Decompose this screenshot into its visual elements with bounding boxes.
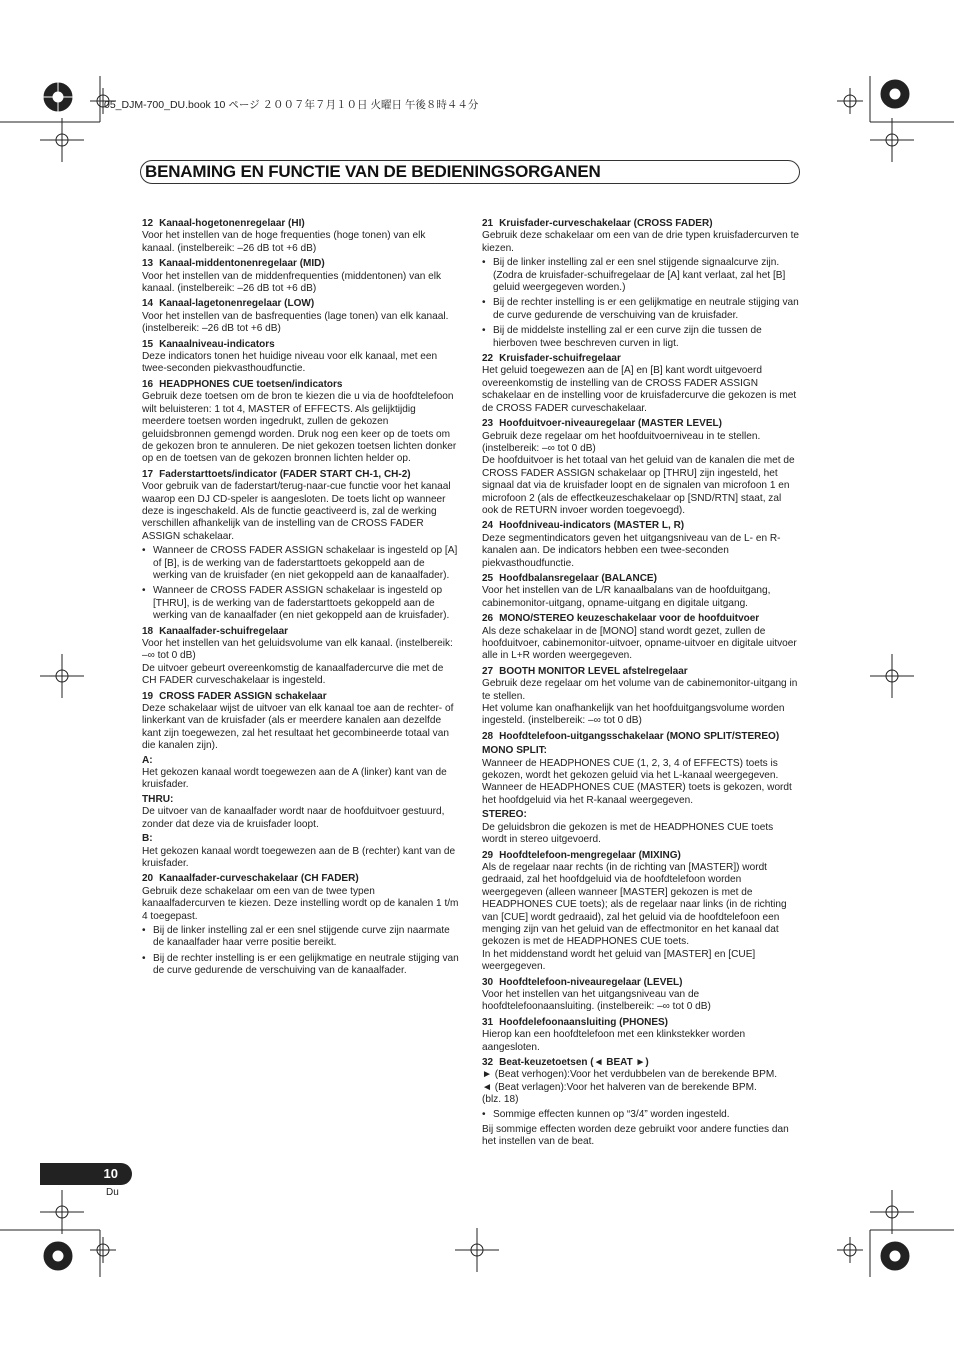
section-heading (482, 573, 800, 585)
section-13 (142, 258, 460, 295)
section-body: Als deze schakelaar in de [MONO] stand wordt gezet, zullen de hoofduitvoer, cabinemonitor-uitvoer, opname-uitvoer en digitale uitvoer alle in L+R worden weergegeven. (482, 625, 797, 662)
section-body: Hierop kan een hoofdtelefoon met een klinkstekker worden aangesloten. (482, 1029, 746, 1053)
bullet-item: • Wanneer de CROSS FADER ASSIGN schakelaar is ingesteld op [A] of [B], is de werking van de faderstarttoets gekoppeld aan de werking van de kruisfader (en niet gekoppeld aan de kanaalfader). (142, 545, 460, 582)
section-body: Voor het instellen van de basfrequenties (lage tonen) van elk kanaal. (instelbereik: –26 dB tot +6 dB) (142, 310, 449, 335)
section-title: Hoofdniveau-indicators (MASTER L, R) (499, 520, 685, 532)
bullet-item: • Bij de rechter instelling is er een gelijkmatige en neutrale stijging van de curve gedurende de verschuiving van de kruisfader. (482, 297, 800, 322)
section-number: 28 (482, 730, 494, 742)
section-body: Voor gebruik van de faderstart/terug-naar-cue functie voor het kanaal waarop een DJ CD-speler is aangesloten. De toets licht op wanneer deze is ingeschakeld. Als de functie geactiveerd is, zal de werking verschillen afhankelijk van de instelling van de CROSS FADER ASSIGN schakelaar. (142, 481, 451, 542)
section-heading (482, 353, 800, 365)
sub-text: De uitvoer van de kanaalfader wordt naar de hoofduitvoer gestuurd, zonder dat deze via de kruisfader loopt. (142, 806, 445, 830)
sub-label: A: (142, 754, 153, 766)
section-16 (142, 379, 460, 466)
sub-text: Het gekozen kanaal wordt toegewezen aan de B (rechter) kant van de kruisfader. (142, 845, 456, 869)
section-body: Gebruik deze schakelaar om een van de twee typen kanaalfadercurven te kiezen. Deze instelling wordt op de kanalen 1 t/m 4 toegepast. (142, 885, 459, 922)
bullet-list (142, 545, 460, 622)
sub-label: MONO SPLIT: (482, 745, 548, 757)
section-number: 21 (482, 218, 494, 229)
section-body: Voor het instellen van het uitgangsniveau van de hoofdtelefoonaansluiting. (instelbereik: –∞ tot 0 dB) (482, 988, 711, 1013)
section-title: Kanaalniveau-indicators (159, 338, 275, 350)
section-number: 19 (142, 690, 154, 702)
sub-text: Wanneer de HEADPHONES CUE (1, 2, 3, 4 of EFFECTS) toets is gekozen, wordt het gekozen geluid via het L-kanaal weergegeven. Wanneer de HEADPHONES CUE (MASTER) toets is gekozen, wordt het hoofdgeluid via het R-kanaal weergegeven. (482, 757, 792, 806)
section-number: 24 (482, 520, 494, 532)
bullet-item: • Sommige effecten kunnen op “3/4” worden ingesteld. (482, 1109, 800, 1121)
sub-text: Het gekozen kanaal wordt toegewezen aan de A (linker) kant van de kruisfader. (142, 767, 447, 791)
section-21 (482, 218, 800, 350)
section-title: Kruisfader-curveschakelaar (CROSS FADER) (499, 218, 713, 229)
bullet-item: • Wanneer de CROSS FADER ASSIGN schakelaar is ingesteld op [THRU], is de werking van de faderstarttoets gekoppeld aan de werking van de kanaalfader (en niet gekoppeld aan de kruisfader). (142, 585, 460, 622)
section-15 (142, 339, 460, 376)
section-title: Hoofduitvoer-niveauregelaar (MASTER LEVEL) (499, 418, 722, 430)
section-heading (482, 731, 800, 743)
section-title: Hoofdtelefoon-niveauregelaar (LEVEL) (499, 976, 683, 988)
section-heading (142, 379, 460, 391)
section-title: CROSS FADER ASSIGN schakelaar (159, 690, 327, 702)
section-18 (142, 626, 460, 688)
section-heading (482, 977, 800, 989)
section-title: MONO/STEREO keuzeschakelaar voor de hoofduitvoer (499, 613, 760, 625)
section-body: Gebruik deze regelaar om het volume van de cabinemonitor-uitgang in te stellen. Het volume kan onafhankelijk van het hoofduitgangsvolume worden ingesteld. (instelbereik: –∞ tot 0 dB) (482, 678, 798, 727)
section-title: BOOTH MONITOR LEVEL afstelregelaar (499, 665, 688, 677)
section-number: 20 (142, 873, 154, 885)
section-number: 22 (482, 353, 494, 365)
section-title: Kanaalfader-schuifregelaar (159, 625, 289, 637)
section-24 (482, 520, 800, 570)
page-title: BENAMING EN FUNCTIE VAN DE BEDIENINGSORGANEN (145, 162, 601, 181)
bullet-list (142, 925, 460, 978)
bullet-list (482, 257, 800, 350)
bullet-item: • Bij de linker instelling zal er een snel stijgende signaalcurve zijn. (Zodra de kruisfader-schuifregelaar de [A] kant verlaat, zal het [B] geluid weergegeven worden.) (482, 257, 800, 294)
section-body: ► (Beat verhogen):Voor het verdubbelen van de berekende BPM. ◄ (Beat verlagen):Voor het halveren van de berekende BPM. (blz. 18) (482, 1069, 778, 1106)
section-number: 16 (142, 378, 154, 390)
section-number: 27 (482, 665, 494, 677)
section-number: 29 (482, 849, 494, 861)
section-number: 12 (142, 218, 154, 229)
section-title: Kanaalfader-curveschakelaar (CH FADER) (159, 873, 359, 885)
section-title: Kanaal-hogetonenregelaar (HI) (159, 218, 305, 229)
bullet-item: • Bij de middelste instelling zal er een curve zijn die tussen de hierboven twee beschreven curven in ligt. (482, 325, 800, 350)
section-number: 23 (482, 418, 494, 430)
page-number: 10 (103, 1166, 118, 1181)
section-number: 18 (142, 625, 154, 637)
section-body: Als de regelaar naar rechts (in de richting van [MASTER]) wordt gedraaid, zal het hoofdgeluid via de hoofdtelefoon worden weergegeven (alleen wanneer [MASTER] gekozen is met de HEADPHONES CUE toets); als de regelaar naar links (in de richting van [CUE] wordt gedraaid), zal het geluid via de hoofdtelefoon een menging zijn van het geluid van de effectmonitor en het kanaal dat gekozen is met de HEADPHONES CUE toets. In het middenstand wordt het geluid van [MASTER] en [CUE] weergegeven. (482, 861, 787, 973)
section-title: Hoofdbalansregelaar (BALANCE) (499, 572, 657, 584)
section-body: Voor het instellen van de L/R kanaalbalans van de hoofduitgang, cabinemonitor-uitgang, opname-uitgang en digitale uitgang. (482, 585, 771, 609)
section-heading (482, 850, 800, 862)
file-header: 05_DJM-700_DU.book 10 ページ ２００７年７月１０日 火曜日 午後８時４４分 (104, 99, 479, 111)
section-number: 15 (142, 338, 154, 350)
section-26 (482, 613, 800, 663)
section-body: Het geluid toegewezen aan de [A] en [B] kant wordt uitgevoerd overeenkomstig de instelling van de CROSS FADER ASSIGN schakelaar en de instelling voor de kruisfadercurve die gekozen is met de CROSS FADER curveschakelaar. (482, 365, 797, 414)
page-number-badge (40, 1163, 132, 1185)
section-number: 26 (482, 613, 494, 625)
right-column (482, 218, 800, 1152)
section-heading (482, 666, 800, 678)
section-20 (142, 873, 460, 977)
section-28 (482, 731, 800, 847)
section-number: 30 (482, 976, 494, 988)
section-12 (142, 218, 460, 255)
section-heading (482, 418, 800, 430)
section-title: Hoofdtelefoon-mengregelaar (MIXING) (499, 849, 681, 861)
section-body: Voor het instellen van de hoge frequenties (hoge tonen) van elk kanaal. (instelbereik: –26 dB tot +6 dB) (142, 230, 426, 254)
section-number: 14 (142, 298, 154, 310)
sub-label: STEREO: (482, 809, 527, 821)
section-22 (482, 353, 800, 415)
section-body: Gebruik deze toetsen om de bron te kiezen die u via de hoofdtelefoon wilt beluisteren: 1 tot 4, MASTER of EFFECTS. Als gelijktijdig meerdere toetsen worden ingedrukt, zullen de gekozen geluidsbronnen gemengd worden. Druk nog een keer op de toets om de gekozen bron te annuleren. De niet gekozen toetsen lichten donker op en de toetsen van de gekozen bronnen lichten helder op. (142, 391, 457, 465)
section-30 (482, 977, 800, 1014)
section-heading (482, 613, 800, 625)
section-body: Gebruik deze regelaar om het hoofduitvoerniveau in te stellen. (instelbereik: –∞ tot 0 dB) De hoofduitvoer is het totaal van het geluid van de kanalen die met de CROSS FADER ASSIGN schakelaar op [THRU] zijn ingesteld, het signaal dat via de kruisfader loopt en de signalen van microfoon 1 en microfoon 2 (als de effectkeuzeschakelaar op [SND/RTN] staat, zal ook de RETURN invoer worden toegevoegd). (482, 430, 795, 516)
section-heading (142, 339, 460, 351)
bullet-item: • Bij de rechter instelling is er een gelijkmatige en neutrale stijging van de curve gedurende de verschuiving van de kanaalfader. (142, 953, 460, 978)
section-32 (482, 1057, 800, 1149)
language-code: Du (106, 1187, 119, 1198)
section-25 (482, 573, 800, 610)
section-heading (482, 520, 800, 532)
sub-text: De geluidsbron die gekozen is met de HEADPHONES CUE toets wordt in stereo uitgevoerd. (482, 821, 774, 846)
left-column (142, 218, 460, 981)
section-title: Kruisfader-schuifregelaar (499, 353, 621, 365)
section-heading (142, 469, 460, 481)
section-body: Deze schakelaar wijst de uitvoer van elk kanaal toe aan de rechter- of linkerkant van de kruisfader (als er meerdere kanalen aan dezelfde kant zijn toegewezen, zal het resultaat het gecombineerde totaal van die kanalen zijn). (142, 703, 454, 752)
section-heading (482, 1017, 800, 1029)
section-title: Kanaal-lagetonenregelaar (LOW) (159, 298, 315, 310)
section-27 (482, 666, 800, 728)
section-heading (142, 873, 460, 885)
section-number: 25 (482, 572, 494, 584)
section-17 (142, 469, 460, 623)
section-number: 31 (482, 1016, 494, 1028)
section-number: 13 (142, 258, 154, 270)
section-heading (142, 626, 460, 638)
section-14 (142, 298, 460, 335)
sub-label: B: (142, 833, 153, 845)
section-heading (482, 218, 800, 230)
section-29 (482, 850, 800, 974)
section-31 (482, 1017, 800, 1054)
page-title-bar (140, 160, 800, 184)
section-heading (482, 1057, 800, 1069)
section-number: 17 (142, 468, 154, 480)
section-body: Deze indicators tonen het huidige niveau voor elk kanaal, met een twee-seconden piekvasthoudfunctie. (142, 351, 438, 375)
section-title: Faderstarttoets/indicator (FADER START CH-1, CH-2) (159, 468, 411, 480)
bullet-item: • Bij de linker instelling zal er een snel stijgende curve zijn naarmate de kanaalfader haar verre positie bereikt. (142, 925, 460, 950)
section-body: Voor het instellen van de middenfrequenties (middentonen) van elk kanaal. (instelbereik: –26 dB tot +6 dB) (142, 270, 442, 295)
section-title: Beat-keuzetoetsen (◄ BEAT ►) (499, 1057, 649, 1068)
section-number: 32 (482, 1057, 494, 1068)
section-tail: Bij sommige effecten worden deze gebruikt voor andere functies dan het instellen van de beat. (482, 1124, 789, 1148)
section-19 (142, 691, 460, 871)
section-title: Kanaal-middentonenregelaar (MID) (159, 258, 325, 270)
section-title: HEADPHONES CUE toetsen/indicators (159, 378, 343, 390)
section-23 (482, 418, 800, 517)
section-title: Hoofdtelefoon-uitgangsschakelaar (MONO SPLIT/STEREO) (499, 730, 780, 742)
section-title: Hoofdelefoonaansluiting (PHONES) (499, 1016, 669, 1028)
sub-label: THRU: (142, 793, 174, 805)
section-body: Deze segmentindicators geven het uitgangsniveau van de L- en R-kanalen aan. De indicators hebben een twee-seconden piekvasthoudfunctie. (482, 532, 781, 569)
section-heading (142, 258, 460, 270)
section-heading (142, 298, 460, 310)
section-body: Gebruik deze schakelaar om een van de drie typen kruisfadercurven te kiezen. (482, 230, 800, 254)
section-heading (142, 691, 460, 703)
section-heading (142, 218, 460, 230)
bullet-list (482, 1109, 800, 1121)
section-body: Voor het instellen van het geluidsvolume van elk kanaal. (instelbereik: –∞ tot 0 dB) De uitvoer gebeurt overeenkomstig de kanaalfadercurve die met de CH FADER curveschakelaar is ingesteld. (142, 638, 453, 687)
